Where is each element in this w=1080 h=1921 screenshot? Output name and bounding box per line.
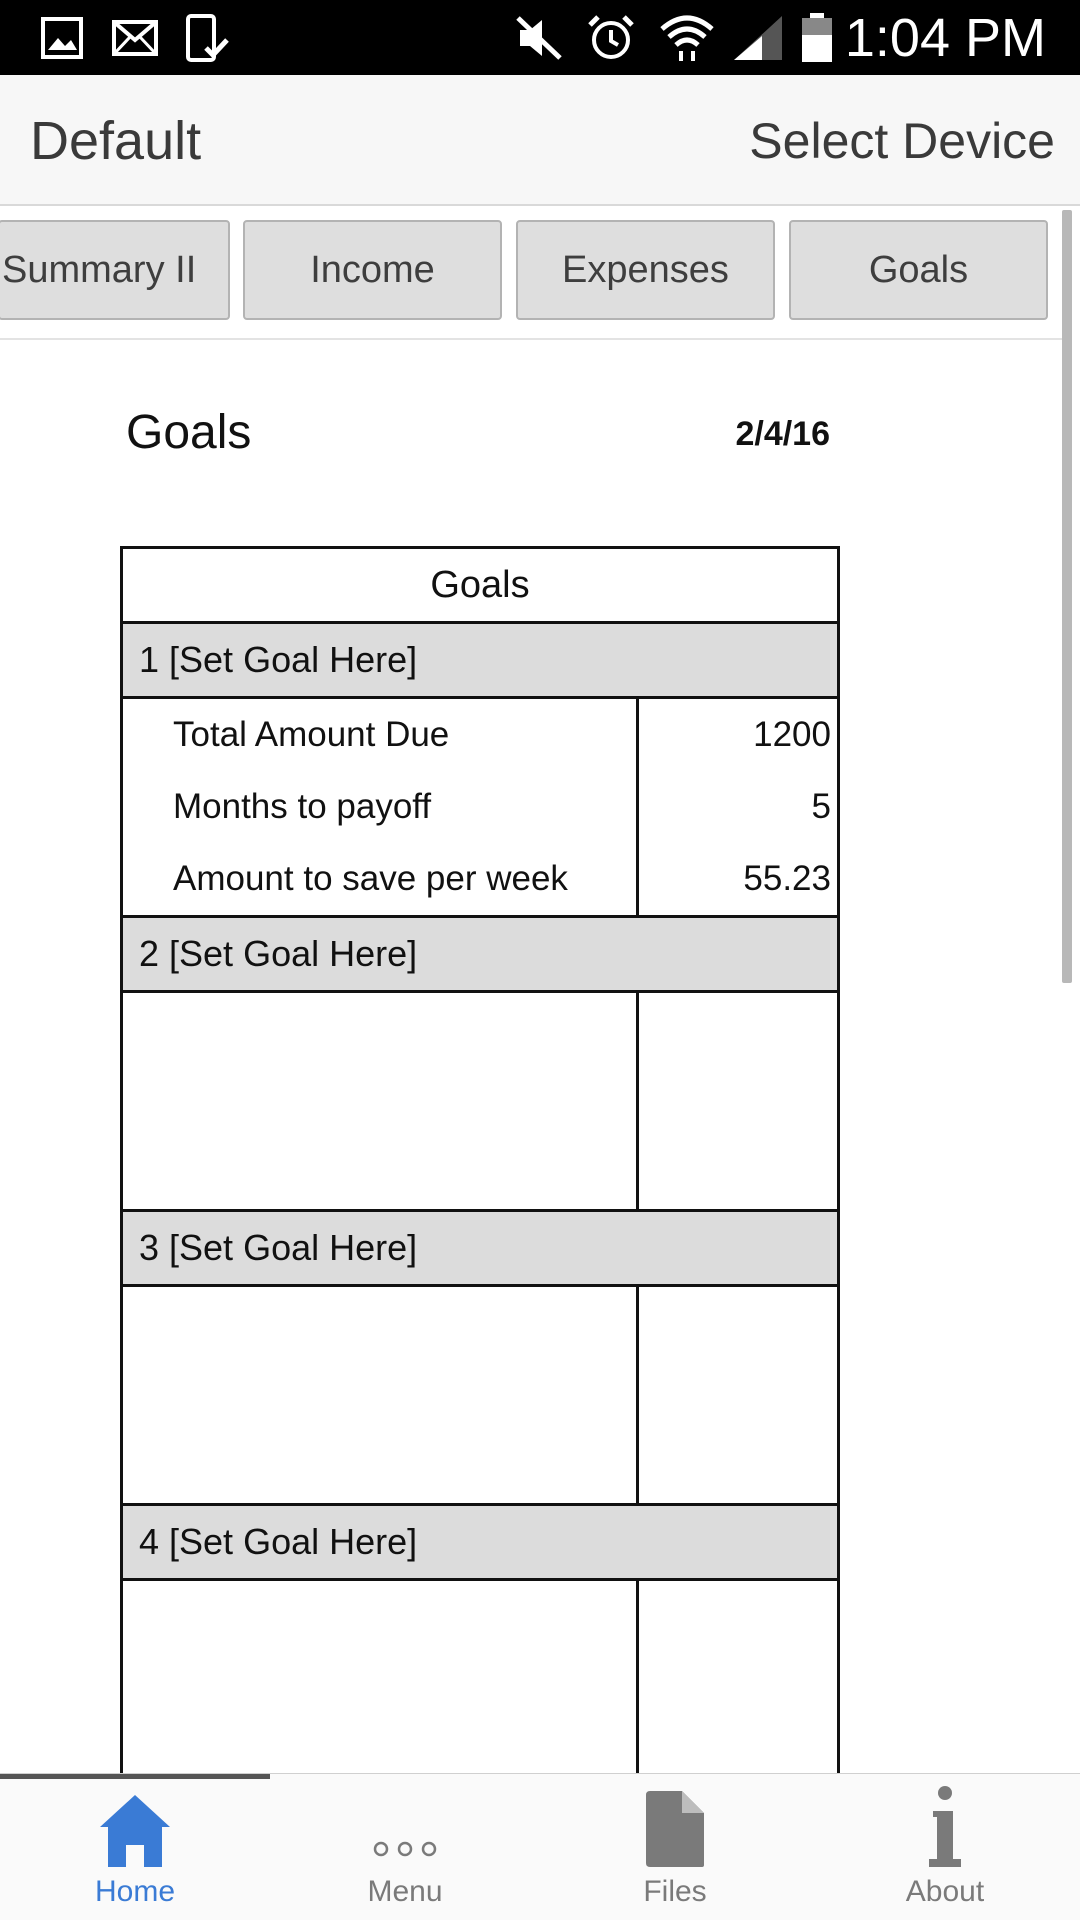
goal-heading[interactable]: 3 [Set Goal Here] [123,1212,837,1287]
goal-row-value: 55.23 [743,859,831,898]
goal-heading[interactable]: 2 [Set Goal Here] [123,918,837,993]
goal-row-label: Total Amount Due [173,715,450,754]
nav-label: Menu [367,1875,443,1908]
tab-goals[interactable] [789,220,1048,320]
signal-icon [732,0,784,75]
goal-values [639,1581,837,1777]
tab-income[interactable] [243,220,502,320]
status-bar [0,0,1080,75]
goal-values [639,1287,837,1503]
goal-row-value[interactable]: 1200 [753,715,831,754]
tab-strip[interactable] [0,206,1062,340]
goal-labels [123,993,639,1209]
content-date: 2/4/16 [735,415,830,453]
nav-label: Home [94,1875,176,1908]
goal-heading[interactable]: 4 [Set Goal Here] [123,1506,837,1581]
mail-icon [112,0,158,75]
content-heading: Goals [126,406,252,459]
nav-files[interactable] [540,1774,810,1921]
tab-label: Summary II [2,248,197,291]
battery-icon [800,0,834,75]
goal-labels [123,1581,639,1777]
wifi-icon [660,0,714,75]
alarm-icon [586,0,636,75]
nav-label: About [905,1875,985,1908]
tab-label: Goals [868,248,969,291]
goals-table [120,546,840,1774]
home-icon [98,1774,172,1869]
goal-row-label: Amount to save per week [173,859,568,898]
select-device-button[interactable]: Select Device [749,112,1055,169]
tab-expenses[interactable] [516,220,775,320]
goal-body [123,699,837,918]
goal-values [639,699,837,915]
more-dots-icon [372,1774,438,1869]
page-title: Default [30,110,202,171]
app-header [0,75,1080,206]
tab-label: Expenses [562,248,729,291]
status-time: 1:04 PM [844,7,1046,68]
nav-label: Files [643,1875,707,1908]
tab-summary-ii[interactable] [0,220,230,320]
goal-values [639,993,837,1209]
file-icon [644,1774,706,1869]
goal-labels [123,1287,639,1503]
mute-icon [514,0,564,75]
goal-body [123,1581,837,1777]
nav-home[interactable] [0,1774,270,1921]
image-icon [40,0,84,75]
goal-labels [123,699,639,915]
goal-body [123,993,837,1212]
table-title: Goals [123,549,837,624]
nav-about[interactable] [810,1774,1080,1921]
vertical-scrollbar[interactable] [1062,210,1072,983]
goal-row-value[interactable]: 5 [811,787,831,826]
nav-menu[interactable] [270,1774,540,1921]
tab-label: Income [310,248,435,291]
bottom-nav [0,1773,1080,1920]
goal-body [123,1287,837,1506]
goal-heading[interactable]: 1 [Set Goal Here] [123,624,837,699]
info-icon [925,1774,965,1869]
goal-row-label: Months to payoff [173,787,432,826]
phone-check-icon [184,0,230,75]
